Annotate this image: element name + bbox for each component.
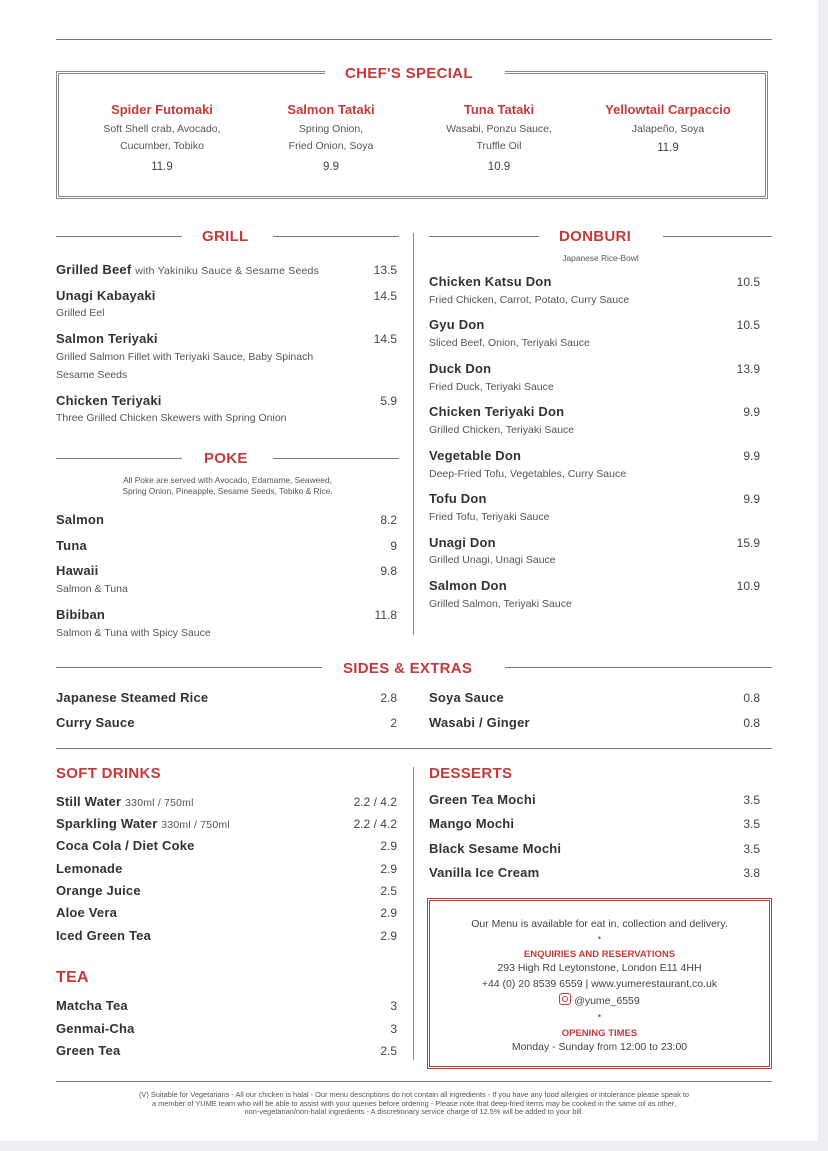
sides-rule-right: [505, 667, 772, 668]
poke-note-line: Spring Onion, Pineapple, Sesame Seeds, Tobiko & Rice.: [122, 486, 333, 496]
footer-line: a member of YUME team who will be able to assist with your queries before ordering - Please note that deep-fried items may be cooked in the same oil as other,: [151, 1098, 677, 1108]
menu-item-price: 14.5: [373, 332, 397, 346]
menu-item-price: 10.9: [736, 579, 760, 593]
menu-item-name: Chicken Katsu Don: [429, 274, 552, 289]
menu-item-price: 13.5: [373, 263, 397, 277]
separator-dot: •: [597, 1011, 602, 1021]
footer-line: (V) Suitable for Vegetarians - All our chicken is halal - Our menu descriptions do not contain all ingredients - If you have any food allergies or intolerance please speak to: [138, 1090, 690, 1099]
special-salmon-tataki: [246, 102, 416, 173]
menu-item-desc: Grilled Unagi, Unagi Sauce: [429, 554, 556, 566]
poke-note-line: All Poke are served with Avocado, Edamame, Seaweed,: [123, 475, 332, 485]
menu-item-desc: Fried Chicken, Carrot, Potato, Curry Sauce: [429, 294, 630, 306]
menu-item-name: Wasabi / Ginger: [429, 715, 530, 730]
menu-item-name: Unagi Don: [429, 535, 496, 550]
grill-title: GRILL: [202, 228, 249, 245]
menu-item-name: Japanese Steamed Rice: [56, 690, 209, 705]
donburi-rule-left: [429, 236, 539, 237]
poke-note: [56, 475, 399, 497]
menu-item-name: Lemonade: [56, 861, 123, 876]
menu-item-name: Duck Don: [429, 361, 492, 376]
menu-item-desc: Fried Tofu, Teriyaki Sauce: [429, 511, 550, 523]
menu-item-name: Salmon Teriyaki: [56, 331, 158, 346]
menu-item-desc: Fried Duck, Teriyaki Sauce: [429, 381, 554, 393]
menu-item-name: Tofu Don: [429, 491, 487, 506]
special-desc: Cucumber, Tobiko: [120, 140, 204, 152]
menu-item-price: 2.2 / 4.2: [353, 795, 397, 809]
menu-item-price: 9.9: [743, 449, 760, 463]
special-desc: Spring Onion,: [298, 123, 364, 135]
poke-title: POKE: [204, 450, 248, 467]
sides-title: SIDES & EXTRAS: [343, 660, 473, 677]
chefs-special-title: CHEF'S SPECIAL: [345, 65, 473, 82]
address-text: 293 High Rd Leytonstone, London E11 4HH: [497, 962, 702, 974]
special-name: Salmon Tataki: [287, 102, 375, 117]
menu-item-inline-desc: 330ml / 750ml: [125, 797, 194, 809]
menu-item-price: 3: [390, 1022, 397, 1036]
special-desc: Wasabi, Ponzu Sauce,: [446, 123, 552, 135]
poke-rule-right: [273, 458, 399, 459]
menu-item-price: 3.5: [743, 842, 760, 856]
menu-item-name: Green Tea: [56, 1043, 121, 1058]
special-price: 11.9: [151, 161, 173, 173]
menu-item-name: Soya Sauce: [429, 690, 504, 705]
menu-item-name: Sparkling Water 330ml / 750ml: [56, 816, 230, 831]
footer-line: non-vegetarian/non-halal ingredients - A discretionary service charge of 12.5% will be added to your bill.: [244, 1107, 584, 1117]
menu-item-name: Gyu Don: [429, 317, 485, 332]
menu-item-name: Vanilla Ice Cream: [429, 865, 540, 880]
special-name: Tuna Tataki: [463, 102, 535, 117]
menu-item-price: 3: [390, 999, 397, 1013]
enquiries-heading: ENQUIRIES AND RESERVATIONS: [523, 949, 676, 960]
special-price: 11.9: [657, 142, 679, 154]
menu-item-name: Matcha Tea: [56, 998, 128, 1013]
instagram-icon: [559, 993, 571, 1005]
special-spider-futomaki: [77, 102, 247, 173]
menu-item-price: 0.8: [743, 691, 760, 705]
menu-item-name: Black Sesame Mochi: [429, 841, 562, 856]
menu-item-desc: Sliced Beef, Onion, Teriyaki Sauce: [429, 337, 590, 349]
special-desc: Truffle Oil: [476, 140, 522, 152]
menu-item-price: 8.2: [380, 513, 397, 527]
footer-rule: [56, 1081, 772, 1082]
menu-item-price: 3.8: [743, 866, 760, 880]
availability-text: Our Menu is available for eat in, collection and delivery.: [471, 918, 728, 930]
menu-item-price: 9.9: [743, 405, 760, 419]
menu-item-desc: Grilled Salmon, Teriyaki Sauce: [429, 598, 572, 610]
sides-rule-left: [56, 667, 322, 668]
hours-heading: OPENING TIMES: [561, 1028, 638, 1039]
menu-item-price: 0.8: [743, 716, 760, 730]
special-price: 9.9: [323, 161, 339, 173]
menu-item-name: Chicken Teriyaki: [56, 393, 162, 408]
donburi-subtitle: Japanese Rice-Bowl: [562, 253, 639, 263]
hours-text: Monday - Sunday from 12:00 to 23:00: [511, 1041, 688, 1053]
menu-item-price: 2.2 / 4.2: [353, 817, 397, 831]
special-yellowtail-carpaccio: [583, 102, 753, 154]
menu-item-name: Coca Cola / Diet Coke: [56, 838, 195, 853]
donburi-title: DONBURI: [559, 228, 632, 245]
menu-item-name: Orange Juice: [56, 883, 141, 898]
menu-item-desc: Deep-Fried Tofu, Vegetables, Curry Sauce: [429, 468, 627, 480]
menu-item-price: 2.9: [380, 929, 397, 943]
instagram-row: [430, 993, 769, 1009]
special-price: 10.9: [487, 161, 511, 173]
menu-item-name: Tuna: [56, 538, 87, 553]
top-rule: [56, 39, 772, 40]
sides-bottom-rule: [56, 748, 772, 749]
special-desc: Fried Onion, Soya: [288, 140, 374, 152]
menu-item-name: Mango Mochi: [429, 816, 515, 831]
menu-item-price: 10.5: [736, 275, 760, 289]
column-divider-lower: [413, 767, 414, 1060]
menu-item-price: 2.5: [380, 884, 397, 898]
menu-item-price: 14.5: [373, 289, 397, 303]
soft-drinks-title: SOFT DRINKS: [56, 765, 161, 782]
tea-title: TEA: [56, 969, 89, 986]
separator-dot: •: [597, 933, 602, 943]
menu-item-name: Genmai-Cha: [56, 1021, 135, 1036]
special-name: Yellowtail Carpaccio: [605, 102, 731, 117]
menu-item-inline-desc: with Yakiniku Sauce & Sesame Seeds: [135, 265, 320, 277]
menu-item-desc: Grilled Chicken, Teriyaki Sauce: [429, 424, 575, 436]
menu-item-name: Vegetable Don: [429, 448, 522, 463]
menu-item-desc: Salmon & Tuna: [56, 583, 128, 595]
menu-item-price: 2.9: [380, 839, 397, 853]
menu-item-price: 9.9: [743, 492, 760, 506]
menu-item-name: Bibiban: [56, 607, 106, 622]
menu-item-price: 15.9: [736, 536, 760, 550]
menu-item-price: 3.5: [743, 793, 760, 807]
menu-item-desc: Grilled Eel: [56, 307, 105, 319]
column-divider-upper: [413, 233, 414, 635]
grill-rule-left: [56, 236, 182, 237]
menu-item-name: Grilled Beef with Yakiniku Sauce & Sesame Seeds: [56, 262, 320, 277]
instagram-handle[interactable]: @yume_6559: [574, 995, 640, 1007]
menu-item-name: Salmon: [56, 512, 105, 527]
menu-item-name: Salmon Don: [429, 578, 507, 593]
menu-item-price: 13.9: [736, 362, 760, 376]
menu-item-price: 3.5: [743, 817, 760, 831]
menu-item-name: Green Tea Mochi: [429, 792, 536, 807]
menu-item-name: Unagi Kabayaki: [56, 288, 156, 303]
menu-item-price: 5.9: [380, 394, 397, 408]
menu-item-price: 9.8: [380, 564, 397, 578]
special-desc: Soft Shell crab, Avocado,: [103, 123, 221, 135]
menu-item-price: 11.8: [374, 608, 397, 622]
menu-item-price: 2.9: [380, 862, 397, 876]
menu-item-price: 2.5: [380, 1044, 397, 1058]
poke-rule-left: [56, 458, 182, 459]
info-box: [427, 898, 772, 1069]
menu-item-desc: Grilled Salmon Fillet with Teriyaki Sauce, Baby Spinach: [56, 351, 314, 363]
menu-item-price: 9: [390, 539, 397, 553]
menu-item-desc: Three Grilled Chicken Skewers with Spring Onion: [56, 412, 287, 424]
menu-item-name: Chicken Teriyaki Don: [429, 404, 565, 419]
donburi-rule-right: [663, 236, 772, 237]
menu-item-price: 2.8: [380, 691, 397, 705]
menu-item-name: Iced Green Tea: [56, 928, 152, 943]
menu-item-name: Hawaii: [56, 563, 99, 578]
menu-item-desc: Sesame Seeds: [56, 369, 128, 381]
footer-disclaimer: [58, 1091, 770, 1117]
menu-item-name: Aloe Vera: [56, 905, 118, 920]
grill-rule-right: [273, 236, 399, 237]
special-tuna-tataki: [414, 102, 584, 173]
menu-item-price: 2: [390, 716, 397, 730]
menu-item-inline-desc: 330ml / 750ml: [161, 819, 230, 831]
phone-web-text: +44 (0) 20 8539 6559 | www.yumerestaurant.co.uk: [481, 978, 718, 990]
menu-item-price: 10.5: [736, 318, 760, 332]
special-desc: Jalapeño, Soya: [631, 123, 705, 135]
menu-item-name: Still Water 330ml / 750ml: [56, 794, 194, 809]
menu-item-name: Curry Sauce: [56, 715, 135, 730]
menu-item-price: 2.9: [380, 906, 397, 920]
menu-item-desc: Salmon & Tuna with Spicy Sauce: [56, 627, 211, 639]
special-name: Spider Futomaki: [111, 102, 213, 117]
desserts-title: DESSERTS: [429, 765, 513, 782]
